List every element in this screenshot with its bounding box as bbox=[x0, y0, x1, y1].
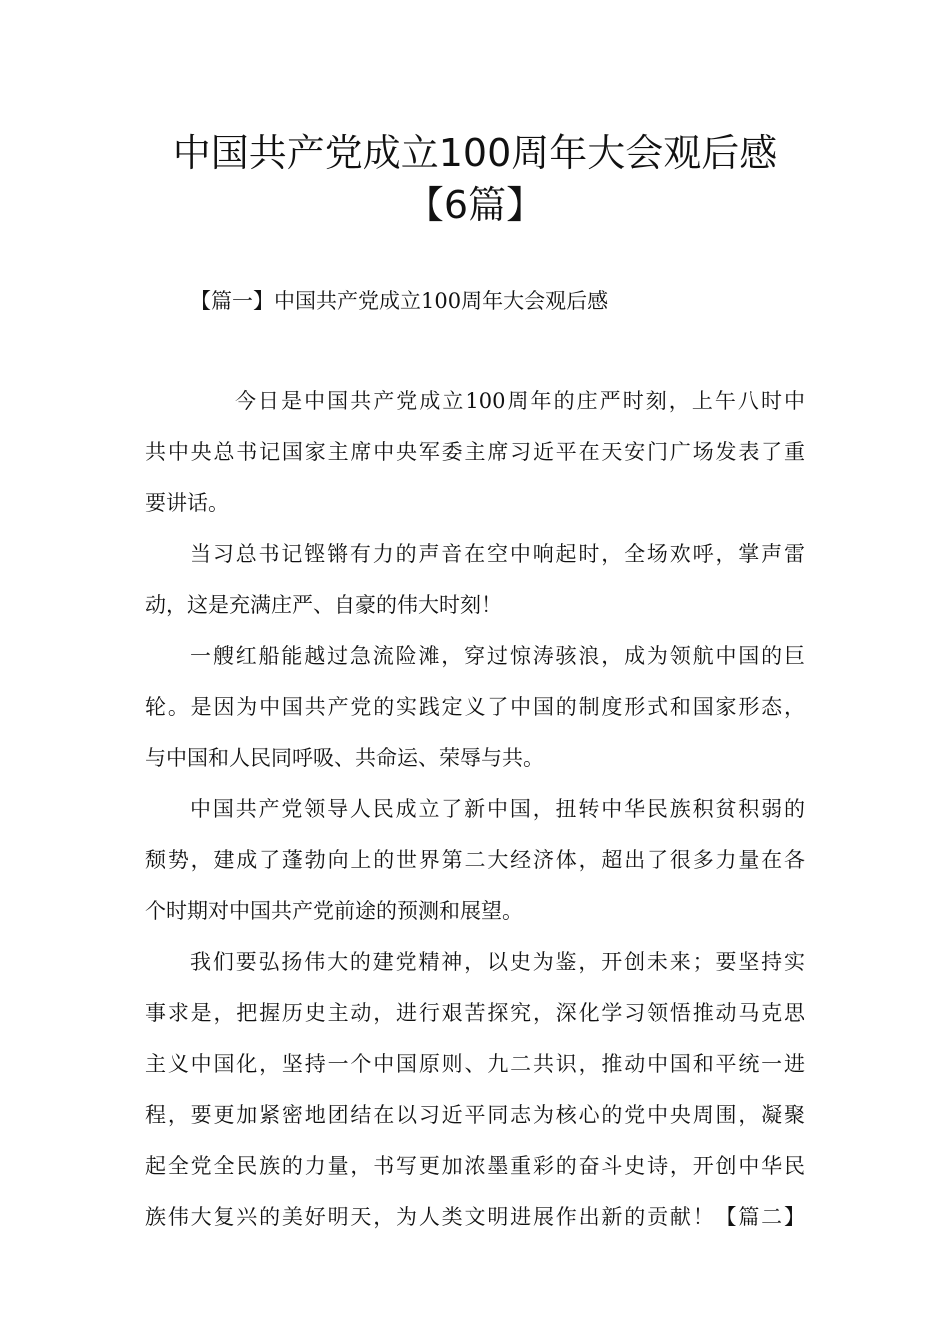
paragraph-4-line-3: 个时期对中国共产党前途的预测和展望。 bbox=[145, 899, 523, 923]
paragraph-1-line-2: 共中央总书记国家主席中央军委主席习近平在天安门广场发表了重 bbox=[145, 440, 805, 464]
paragraph-1-line-1: 今日是中国共产党成立100周年的庄严时刻，上午八时中 bbox=[235, 389, 805, 413]
paragraph-5-line-6: 族伟大复兴的美好明天，为人类文明进展作出新的贡献！【篇二】 bbox=[145, 1205, 805, 1229]
paragraph-3-line-2: 轮。是因为中国共产党的实践定义了中国的制度形式和国家形态， bbox=[145, 695, 805, 719]
paragraph-4-line-2: 颓势，建成了蓬勃向上的世界第二大经济体，超出了很多力量在各 bbox=[145, 848, 805, 872]
document-title-line2: 【6篇】 bbox=[405, 183, 545, 227]
paragraph-4-line-1: 中国共产党领导人民成立了新中国，扭转中华民族积贫积弱的 bbox=[190, 797, 805, 821]
paragraph-5-line-2: 事求是，把握历史主动，进行艰苦探究，深化学习领悟推动马克思 bbox=[145, 1001, 805, 1025]
paragraph-2-line-2: 动，这是充满庄严、自豪的伟大时刻！ bbox=[145, 593, 502, 617]
paragraph-5-line-1: 我们要弘扬伟大的建党精神，以史为鉴，开创未来；要坚持实 bbox=[190, 950, 805, 974]
paragraph-5-line-4: 程，要更加紧密地团结在以习近平同志为核心的党中央周围，凝聚 bbox=[145, 1103, 805, 1127]
paragraph-3-line-1: 一艘红船能越过急流险滩，穿过惊涛骇浪，成为领航中国的巨 bbox=[190, 644, 805, 668]
paragraph-5-line-5: 起全党全民族的力量，书写更加浓墨重彩的奋斗史诗，开创中华民 bbox=[145, 1154, 805, 1178]
document-title-line1: 中国共产党成立100周年大会观后感 bbox=[172, 131, 778, 175]
document-body bbox=[145, 376, 805, 1243]
paragraph-2-line-1: 当习总书记铿锵有力的声音在空中响起时，全场欢呼，掌声雷 bbox=[190, 542, 805, 566]
section-heading: 【篇一】中国共产党成立100周年大会观后感 bbox=[190, 289, 609, 313]
paragraph-3-line-3: 与中国和人民同呼吸、共命运、荣辱与共。 bbox=[145, 746, 544, 770]
paragraph-1-line-3: 要讲话。 bbox=[145, 491, 229, 515]
paragraph-5-line-3: 主义中国化，坚持一个中国原则、九二共识，推动中国和平统一进 bbox=[145, 1052, 805, 1076]
